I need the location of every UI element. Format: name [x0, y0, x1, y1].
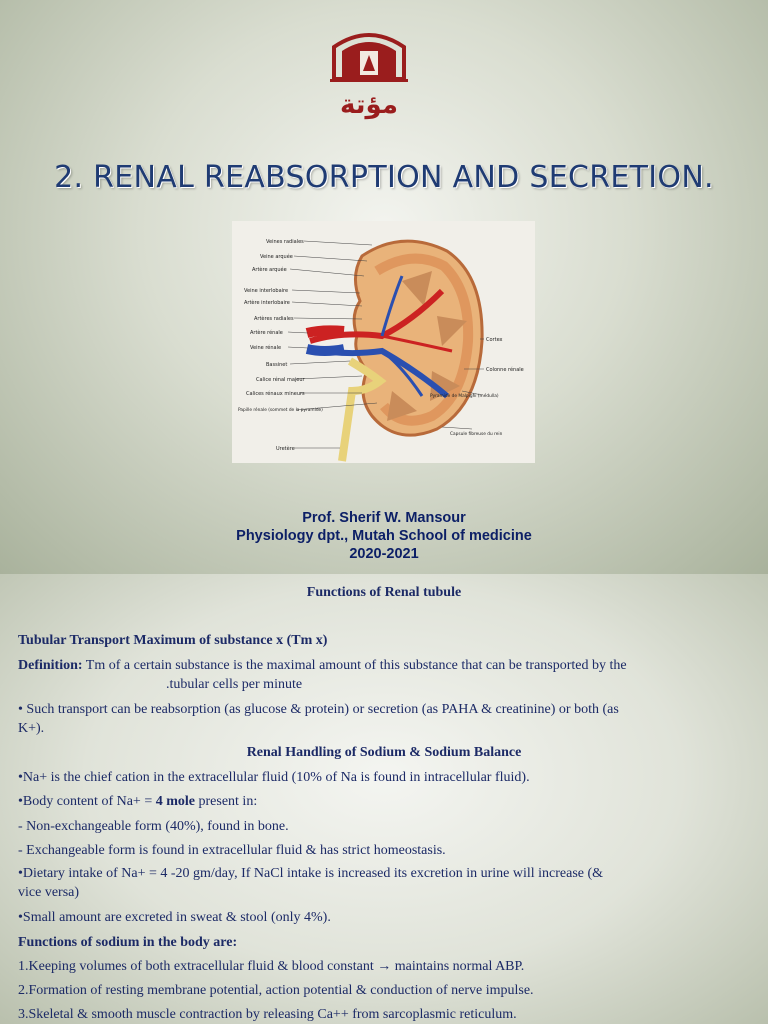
- label-calice-majeur: Calice rénal majeur: [256, 377, 305, 383]
- label-calices-mineurs: Calices rénaux mineurs: [246, 391, 305, 397]
- list-item-non-exchangeable: - Non-exchangeable form (40%), found in bone.: [18, 819, 289, 834]
- definition-continuation: .tubular cells per minute: [166, 677, 303, 692]
- content-slide: [0, 574, 768, 1024]
- academic-year: 2020-2021: [349, 546, 419, 562]
- list-item-body-content: [18, 793, 753, 810]
- label-papille-renale: Papille rénale (sommet de la pyramide): [238, 408, 323, 413]
- label-bassinet: Bassinet: [266, 362, 288, 368]
- label-artere-interlobaire: Artère interlobaire: [244, 300, 290, 306]
- definition-label: Definition:: [18, 658, 83, 673]
- function-item-3: 3.Skeletal & smooth muscle contraction by releasing Ca++ from sarcoplasmic reticulum.: [18, 1007, 517, 1022]
- label-arteres-radiales: Artères radiales: [254, 316, 294, 322]
- label-capsule: Capsule fibreuse du rein: [450, 432, 503, 437]
- transport-paragraph: • Such transport can be reabsorption (as glucose & protein) or secretion (as PAHA & creatinine) or both (as: [18, 702, 619, 717]
- logo-text: مؤتة: [340, 90, 398, 120]
- definition-paragraph: [18, 657, 753, 674]
- author-name: Prof. Sherif W. Mansour: [302, 510, 466, 526]
- list-item-chief-cation: •Na+ is the chief cation in the extracellular fluid (10% of Na is found in intracellular fluid).: [18, 770, 530, 785]
- definition-text: Tm of a certain substance is the maximal amount of this substance that can be transported by the: [82, 658, 627, 673]
- kidney-icon: [354, 241, 482, 435]
- author-block: [0, 509, 768, 563]
- body-content-suffix: present in:: [195, 794, 258, 809]
- list-item-dietary-continuation: vice versa): [18, 885, 80, 900]
- tm-subheading: Tubular Transport Maximum of substance x (Tm x): [18, 633, 328, 648]
- label-uretere: Uretère: [276, 446, 295, 452]
- slide-title: 2. RENAL REABSORPTION AND SECRETION.: [54, 160, 714, 195]
- label-cortex: Cortex: [486, 337, 503, 343]
- university-logo: [322, 29, 416, 121]
- label-artere-renale: Artère rénale: [250, 330, 283, 336]
- function-item-2: 2.Formation of resting membrane potential, action potential & conduction of nerve impulse.: [18, 983, 534, 998]
- label-veine-renale: Veine rénale: [250, 345, 282, 351]
- body-content-amount: 4 mole: [155, 794, 195, 809]
- label-pyramide: Pyramide de Malpighi (médulla): [430, 394, 499, 399]
- author-department: Physiology dpt., Mutah School of medicine: [236, 528, 532, 544]
- function-item-1: 1.Keeping volumes of both extracellular fluid & blood constant → maintains normal ABP.: [18, 959, 525, 974]
- slide-heading: Functions of Renal tubule: [306, 585, 462, 600]
- body-content-prefix: •Body content of Na+ =: [18, 794, 156, 809]
- kidney-diagram: [232, 221, 535, 463]
- list-item-dietary-intake: •Dietary intake of Na+ = 4 -20 gm/day, If NaCl intake is increased its excretion in urine will increase (&: [18, 866, 604, 881]
- sodium-heading: Renal Handling of Sodium & Sodium Balance: [246, 745, 522, 760]
- list-item-exchangeable: - Exchangeable form is found in extracellular fluid & has strict homeostasis.: [18, 843, 446, 858]
- label-veine-interlobaire: Veine interlobaire: [244, 288, 289, 294]
- label-colonne-renale: Colonne rénale: [486, 367, 524, 373]
- functions-heading: Functions of sodium in the body are:: [18, 935, 238, 950]
- label-veines-radiales: Veines radiales: [266, 239, 304, 245]
- transport-continuation: K+).: [18, 721, 45, 736]
- label-artere-arquee: Artère arquée: [252, 267, 287, 273]
- list-item-small-amount: •Small amount are excreted in sweat & stool (only 4%).: [18, 910, 331, 925]
- label-veine-arquee: Veine arquée: [260, 254, 293, 260]
